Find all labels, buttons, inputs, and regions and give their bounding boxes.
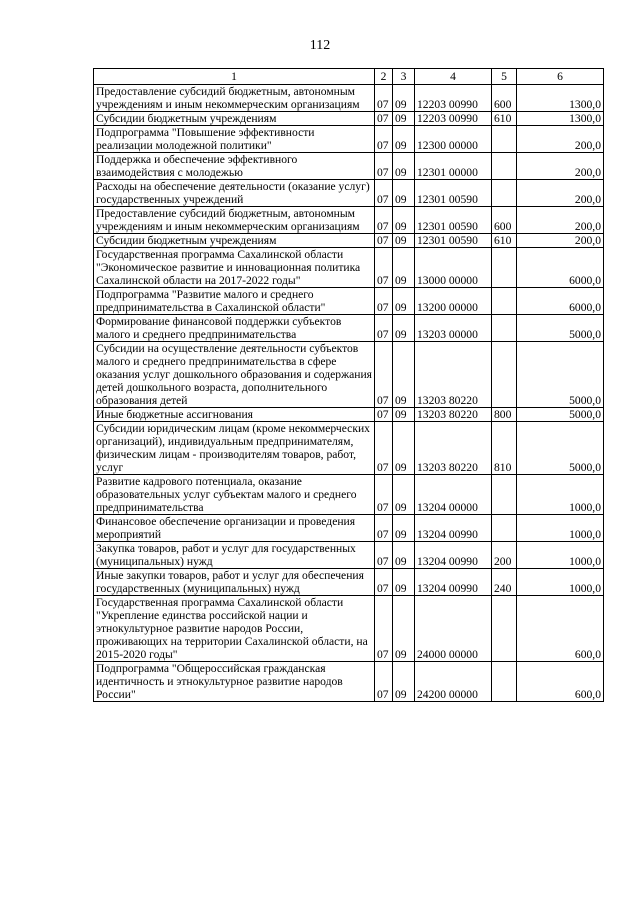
- row-amount-cell: 1300,0: [517, 85, 604, 112]
- row-amount-cell: 200,0: [517, 207, 604, 234]
- row-expense-cell: [492, 475, 517, 515]
- row-ministry-cell: 07: [375, 662, 393, 702]
- row-section-cell: 09: [393, 180, 415, 207]
- header-cell-2: 2: [375, 69, 393, 85]
- table-row: [94, 248, 604, 288]
- row-expense-cell: 200: [492, 542, 517, 569]
- row-ministry-cell: 07: [375, 234, 393, 248]
- row-expense-cell: 600: [492, 207, 517, 234]
- table-row: [94, 542, 604, 569]
- row-program-cell: 13204 00990: [415, 569, 492, 596]
- row-name-cell: Предоставление субсидий бюджетным, автономным учреждениям и иным некоммерческим организациям: [94, 85, 375, 112]
- row-program-cell: 13204 00000: [415, 475, 492, 515]
- row-section-cell: 09: [393, 475, 415, 515]
- page-number: 112: [309, 38, 331, 53]
- table-row: [94, 569, 604, 596]
- row-amount-cell: 5000,0: [517, 408, 604, 422]
- row-amount-cell: 1300,0: [517, 112, 604, 126]
- table-row: [94, 112, 604, 126]
- row-section-cell: 09: [393, 234, 415, 248]
- row-ministry-cell: 07: [375, 515, 393, 542]
- row-amount-cell: 200,0: [517, 153, 604, 180]
- row-program-cell: 24200 00000: [415, 662, 492, 702]
- table-row: [94, 207, 604, 234]
- row-ministry-cell: 07: [375, 153, 393, 180]
- header-cell-3: 3: [393, 69, 415, 85]
- row-program-cell: 12300 00000: [415, 126, 492, 153]
- row-section-cell: 09: [393, 542, 415, 569]
- row-program-cell: 13203 80220: [415, 408, 492, 422]
- row-ministry-cell: 07: [375, 288, 393, 315]
- table-row: [94, 234, 604, 248]
- row-ministry-cell: 07: [375, 85, 393, 112]
- row-name-cell: Подпрограмма "Общероссийская гражданская идентичность и этнокультурное развитие народов России": [94, 662, 375, 702]
- row-amount-cell: 1000,0: [517, 542, 604, 569]
- row-name-cell: Субсидии бюджетным учреждениям: [94, 112, 375, 126]
- row-section-cell: 09: [393, 207, 415, 234]
- row-section-cell: 09: [393, 153, 415, 180]
- row-ministry-cell: 07: [375, 475, 393, 515]
- row-ministry-cell: 07: [375, 180, 393, 207]
- row-name-cell: Государственная программа Сахалинской области "Укрепление единства российской нации и этнокультурное развитие народов России, проживающих на территории Сахалинской области, на 2015-2020 годы": [94, 596, 375, 662]
- row-section-cell: 09: [393, 408, 415, 422]
- row-name-cell: Развитие кадрового потенциала, оказание образовательных услуг субъектам малого и среднего предпринимательства: [94, 475, 375, 515]
- row-amount-cell: 600,0: [517, 662, 604, 702]
- table-row: [94, 422, 604, 475]
- row-program-cell: 13204 00990: [415, 515, 492, 542]
- table-row: [94, 153, 604, 180]
- table-body: [94, 85, 604, 702]
- row-amount-cell: 5000,0: [517, 342, 604, 408]
- table-row: [94, 475, 604, 515]
- row-ministry-cell: 07: [375, 542, 393, 569]
- row-amount-cell: 6000,0: [517, 248, 604, 288]
- header-cell-1: 1: [94, 69, 375, 85]
- row-expense-cell: [492, 126, 517, 153]
- row-program-cell: 12203 00990: [415, 85, 492, 112]
- row-ministry-cell: 07: [375, 408, 393, 422]
- table-row: [94, 662, 604, 702]
- row-ministry-cell: 07: [375, 207, 393, 234]
- table-row: [94, 596, 604, 662]
- row-section-cell: 09: [393, 112, 415, 126]
- row-expense-cell: [492, 662, 517, 702]
- row-program-cell: 12203 00990: [415, 112, 492, 126]
- row-name-cell: Подпрограмма "Повышение эффективности реализации молодежной политики": [94, 126, 375, 153]
- row-name-cell: Подпрограмма "Развитие малого и среднего предпринимательства в Сахалинской области": [94, 288, 375, 315]
- row-section-cell: 09: [393, 569, 415, 596]
- row-expense-cell: [492, 342, 517, 408]
- row-expense-cell: [492, 515, 517, 542]
- row-expense-cell: 610: [492, 234, 517, 248]
- row-name-cell: Государственная программа Сахалинской области "Экономическое развитие и инновационная политика Сахалинской области на 2017-2022 годы": [94, 248, 375, 288]
- row-section-cell: 09: [393, 515, 415, 542]
- row-amount-cell: 1000,0: [517, 475, 604, 515]
- row-ministry-cell: 07: [375, 248, 393, 288]
- row-name-cell: Субсидии на осуществление деятельности субъектов малого и среднего предпринимательства в сфере оказания услуг дошкольного образования и содержания детей дошкольного возраста, дополнительного образования детей: [94, 342, 375, 408]
- row-expense-cell: 240: [492, 569, 517, 596]
- row-program-cell: 12301 00590: [415, 180, 492, 207]
- row-program-cell: 24000 00000: [415, 596, 492, 662]
- table-row: [94, 342, 604, 408]
- row-amount-cell: 200,0: [517, 180, 604, 207]
- row-expense-cell: 810: [492, 422, 517, 475]
- row-amount-cell: 200,0: [517, 126, 604, 153]
- row-amount-cell: 5000,0: [517, 315, 604, 342]
- row-expense-cell: 800: [492, 408, 517, 422]
- table-row: [94, 85, 604, 112]
- row-program-cell: 12301 00590: [415, 207, 492, 234]
- budget-table: [93, 68, 604, 702]
- row-amount-cell: 600,0: [517, 596, 604, 662]
- row-section-cell: 09: [393, 422, 415, 475]
- row-amount-cell: 200,0: [517, 234, 604, 248]
- row-amount-cell: 6000,0: [517, 288, 604, 315]
- row-expense-cell: [492, 180, 517, 207]
- header-row: [94, 69, 604, 85]
- table-row: [94, 180, 604, 207]
- row-name-cell: Расходы на обеспечение деятельности (оказание услуг) государственных учреждений: [94, 180, 375, 207]
- row-name-cell: Предоставление субсидий бюджетным, автономным учреждениям и иным некоммерческим организациям: [94, 207, 375, 234]
- row-ministry-cell: 07: [375, 315, 393, 342]
- row-section-cell: 09: [393, 315, 415, 342]
- row-program-cell: 13000 00000: [415, 248, 492, 288]
- header-cell-4: 4: [415, 69, 492, 85]
- header-cell-5: 5: [492, 69, 517, 85]
- row-name-cell: Финансовое обеспечение организации и проведения мероприятий: [94, 515, 375, 542]
- table-row: [94, 315, 604, 342]
- row-ministry-cell: 07: [375, 422, 393, 475]
- table-row: [94, 288, 604, 315]
- row-name-cell: Формирование финансовой поддержки субъектов малого и среднего предпринимательства: [94, 315, 375, 342]
- row-program-cell: 13204 00990: [415, 542, 492, 569]
- row-program-cell: 13203 80220: [415, 342, 492, 408]
- row-section-cell: 09: [393, 288, 415, 315]
- row-ministry-cell: 07: [375, 596, 393, 662]
- row-name-cell: Закупка товаров, работ и услуг для государственных (муниципальных) нужд: [94, 542, 375, 569]
- table-row: [94, 408, 604, 422]
- header-cell-6: 6: [517, 69, 604, 85]
- row-section-cell: 09: [393, 662, 415, 702]
- row-ministry-cell: 07: [375, 569, 393, 596]
- table-row: [94, 126, 604, 153]
- row-section-cell: 09: [393, 342, 415, 408]
- row-program-cell: 13203 80220: [415, 422, 492, 475]
- row-name-cell: Иные бюджетные ассигнования: [94, 408, 375, 422]
- row-expense-cell: 600: [492, 85, 517, 112]
- row-expense-cell: [492, 288, 517, 315]
- row-expense-cell: [492, 315, 517, 342]
- row-section-cell: 09: [393, 126, 415, 153]
- row-expense-cell: 610: [492, 112, 517, 126]
- row-program-cell: 13203 00000: [415, 315, 492, 342]
- row-section-cell: 09: [393, 85, 415, 112]
- row-program-cell: 13200 00000: [415, 288, 492, 315]
- row-amount-cell: 1000,0: [517, 569, 604, 596]
- row-ministry-cell: 07: [375, 342, 393, 408]
- row-ministry-cell: 07: [375, 126, 393, 153]
- row-name-cell: Субсидии юридическим лицам (кроме некоммерческих организаций), индивидуальным предпринимателям, физическим лицам - производителям товаров, работ, услуг: [94, 422, 375, 475]
- row-ministry-cell: 07: [375, 112, 393, 126]
- row-program-cell: 12301 00000: [415, 153, 492, 180]
- row-name-cell: Субсидии бюджетным учреждениям: [94, 234, 375, 248]
- row-amount-cell: 1000,0: [517, 515, 604, 542]
- row-expense-cell: [492, 596, 517, 662]
- row-name-cell: Поддержка и обеспечение эффективного взаимодействия с молодежью: [94, 153, 375, 180]
- row-section-cell: 09: [393, 248, 415, 288]
- row-name-cell: Иные закупки товаров, работ и услуг для обеспечения государственных (муниципальных) нужд: [94, 569, 375, 596]
- row-expense-cell: [492, 153, 517, 180]
- table-row: [94, 515, 604, 542]
- row-section-cell: 09: [393, 596, 415, 662]
- row-program-cell: 12301 00590: [415, 234, 492, 248]
- row-expense-cell: [492, 248, 517, 288]
- row-amount-cell: 5000,0: [517, 422, 604, 475]
